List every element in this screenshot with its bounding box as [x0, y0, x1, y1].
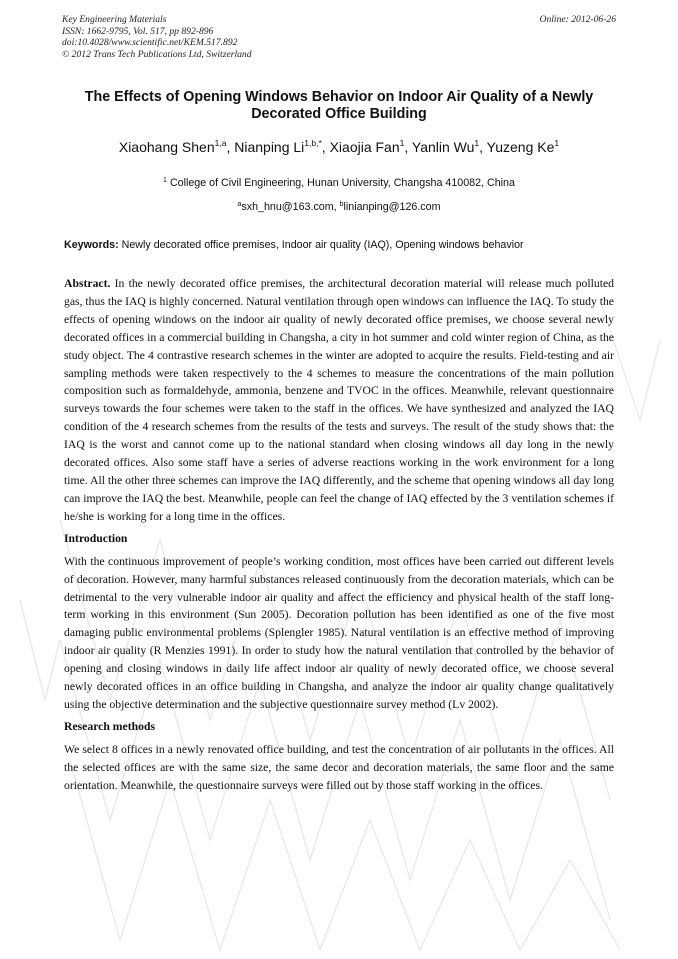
abstract-label: Abstract. — [64, 277, 111, 290]
author-superscript: 1,b,* — [304, 138, 322, 148]
abstract-paragraph — [64, 275, 614, 526]
author-name: Yanlin Wu — [411, 139, 475, 155]
email-superscript: b — [339, 201, 344, 208]
author-name: Xiaojia Fan — [329, 139, 400, 155]
author-superscript: 1,a — [214, 138, 227, 148]
affiliation-text: College of Civil Engineering, Hunan University, Changsha 410082, China — [169, 177, 515, 189]
email-address[interactable]: linianping@126.com — [343, 201, 441, 213]
email-superscript: a — [237, 201, 242, 208]
author-superscript: 1 — [399, 138, 405, 148]
abstract-text: In the newly decorated office premises, the architectural decoration material will release much polluted gas, thus the IAQ is highly concerned. Natural ventilation through open windows can influence the IAQ. To study the effects of opening windows on the indoor air quality of newly decorated office premises, we choose several newly decorated offices in a commercial building in Changsha, a city in hot summer and cold winter region of China, as the study object. The 4 contrastive research schemes in the winter are adopted to acquire the results. Field-testing and air sampling methods were taken respectively to the 4 schemes to measure the concentrations of the main pollution composition such as formaldehyde, ammonia, benzene and TVOC in the offices. Meanwhile, relevant questionnaire surveys towards the four schemes were taken to the staff in the offices. We have synthesized and analyzed the IAQ condition of the 4 research schemes from the results of the tests and surveys. The result of the study shows that: the IAQ is the worst and cannot come up to the national standard when closing windows all day long in the newly decorated offices. Also some staff have a series of adverse reactions working in the work environment for a long time. All the other three schemes can improve the IAQ differently, and the scheme that opening windows all day long can improve the IAQ the best. Meanwhile, people can feel the change of IAQ effected by the 3 ventilation schemes if he/she is working for a long time in the offices. — [64, 277, 615, 523]
keywords-text: Newly decorated office premises, Indoor air quality (IAQ), Opening windows behavior — [121, 239, 524, 251]
journal-name: Key Engineering Materials — [62, 14, 167, 25]
journal-issn: ISSN: 1662-9795, Vol. 517, pp 892-896 — [62, 25, 214, 37]
paper-title: The Effects of Opening Windows Behavior on Indoor Air Quality of a Newly Decorated Office Building — [84, 89, 594, 122]
journal-doi[interactable]: doi:10.4028/www.scientific.net/KEM.517.892 — [62, 37, 238, 49]
email-address[interactable]: sxh_hnu@163.com — [241, 201, 334, 213]
journal-copyright: © 2012 Trans Tech Publications Ltd, Switzerland — [62, 48, 252, 60]
introduction-heading: Introduction — [64, 531, 128, 545]
keywords — [64, 238, 616, 252]
author-name: Yuzeng Ke — [486, 139, 555, 155]
affiliation-superscript: 1 — [163, 177, 167, 184]
introduction-paragraph: With the continuous improvement of people’s working condition, most offices have been carried out different levels of decoration. However, many harmful substances released continuously from the decoration materials, which can be detrimental to the very vulnerable indoor air quality and affect the efficiency and physical health of the staff long-term working in this environment (Sun 2005). Decoration pollution has been identified as one of the five most damaging public environmental problems (Splengler 1985). Natural ventilation is an effective method of improving indoor air quality (R Menzies 1991). In order to study how the natural ventilation that controlled by the behavior of opening and closing windows in daily life affect indoor air quality of newly decorated office, we choose several newly decorated offices in an office building in Changsha, and analyze the indoor air quality change qualitatively using the objective determination and the subjective questionnaire survey method (Lv 2002). — [64, 554, 614, 711]
author-emails: $^a$sxh_hnu@163.com, $^b$linianping@126.com — [237, 201, 441, 213]
research-methods-heading: Research methods — [64, 719, 156, 733]
online-date: Online: 2012-06-26 — [539, 14, 616, 25]
journal-info — [62, 14, 252, 60]
affiliation — [64, 176, 614, 190]
author-name: Nianping Li — [234, 139, 305, 155]
author-list: Xiaohang Shen$^{1,a}$, Nianping $Li^{1,b,*}$, Xiaojia Fan$^1$, Yanlin Wu$^1$, Yuzeng Ke$^1$ — [118, 138, 560, 155]
author-superscript: 1 — [554, 138, 560, 148]
keywords-label: Keywords: — [64, 239, 119, 251]
paper-body — [64, 275, 614, 795]
research-methods-paragraph: We select 8 offices in a newly renovated office building, and test the concentration of air pollutants in the offices. All the selected offices are with the same size, the same decor and decoration materials, the same floor and the same orientation. Meanwhile, the questionnaire surveys were filled out by those staff working in the offices. — [64, 742, 614, 792]
author-superscript: 1 — [474, 138, 480, 148]
author-name: Xiaohang Shen — [118, 139, 215, 155]
